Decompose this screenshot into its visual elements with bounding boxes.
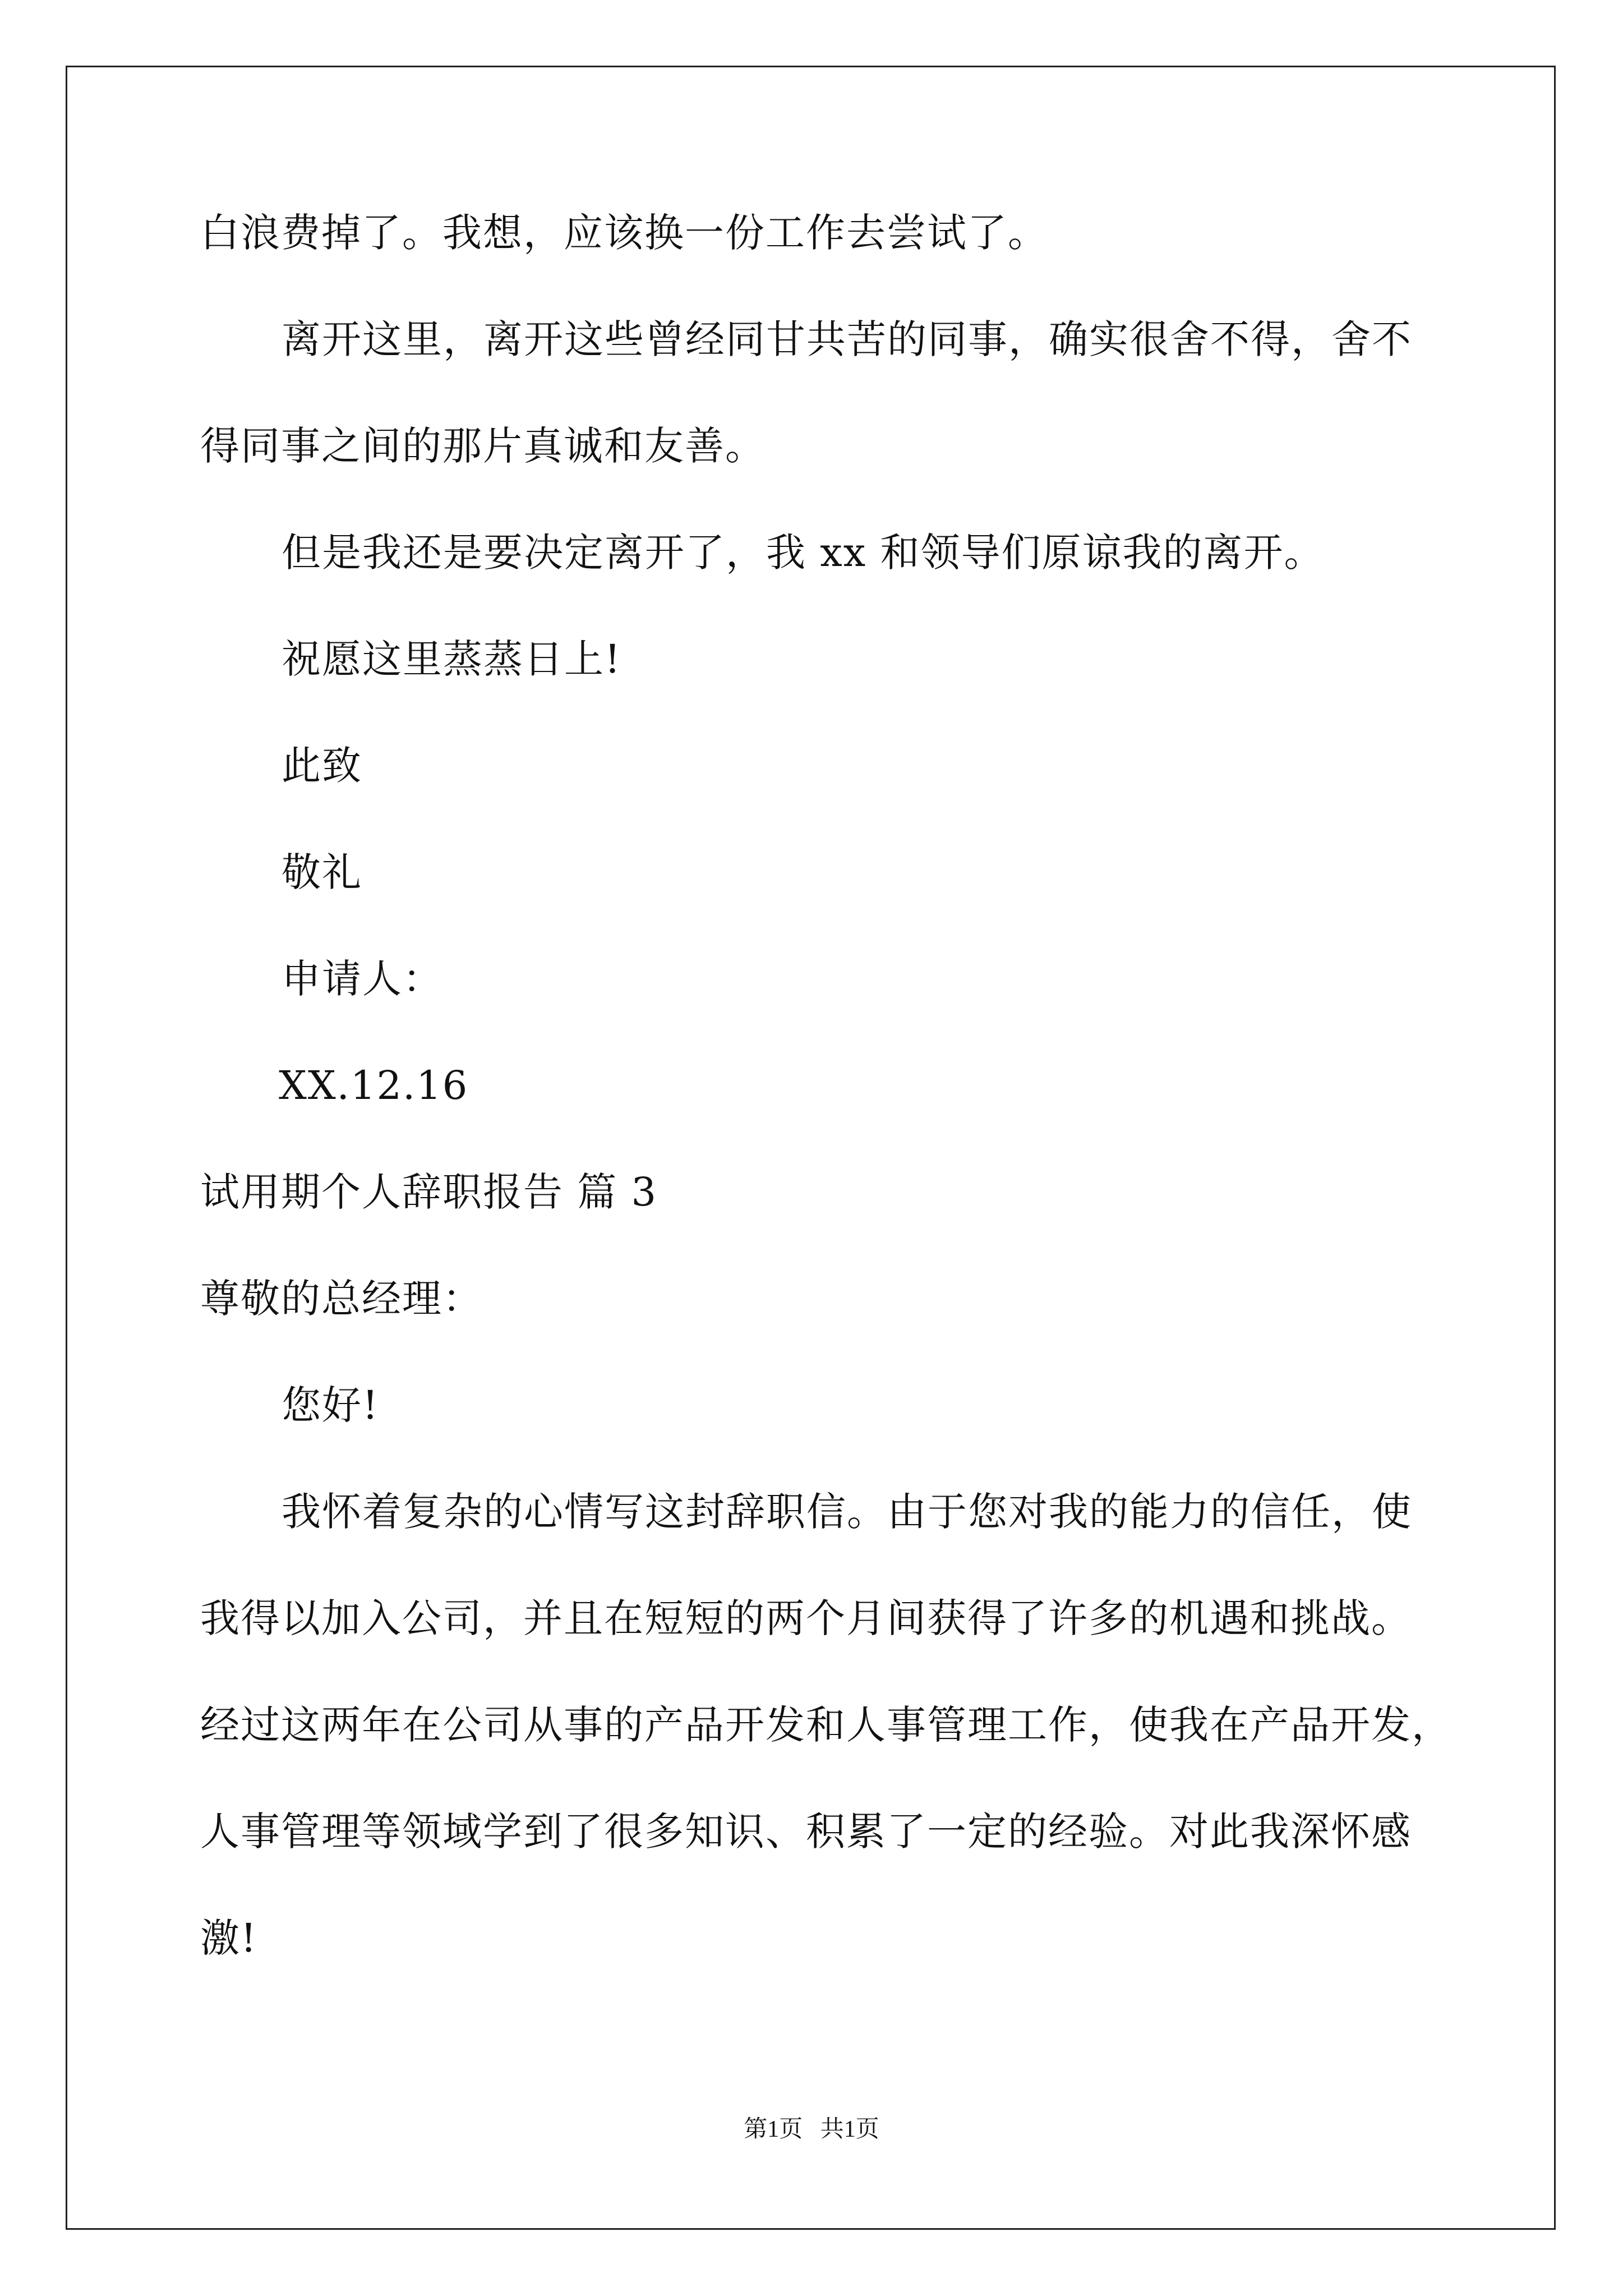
greeting-recipient: 尊敬的总经理： [200, 1276, 483, 1322]
body-line: 得同事之间的那片真诚和友善。 [200, 423, 766, 469]
greeting: 您好! [282, 1382, 380, 1428]
body-line: 白浪费掉了。我想，应该换一份工作去尝试了。 [200, 210, 1048, 256]
salutation-regards: 敬礼 [282, 849, 362, 895]
body-line: 离开这里，离开这些曾经同甘共苦的同事，确实很舍不得，舍不 [282, 316, 1412, 362]
body-line: 激! [200, 1915, 258, 1961]
body-line: 人事管理等领域学到了很多知识、积累了一定的经验。对此我深怀感 [200, 1809, 1412, 1855]
body-line: 经过这两年在公司从事的产品开发和人事管理工作，使我在产品开发， [200, 1702, 1452, 1748]
salutation-closing: 此致 [282, 743, 362, 789]
date-line: XX.12.16 [279, 1062, 469, 1108]
body-line: 我得以加入公司，并且在短短的两个月间获得了许多的机遇和挑战。 [200, 1595, 1412, 1641]
body-line: 但是我还是要决定离开了，我 xx 和领导们原谅我的离开。 [282, 530, 1325, 576]
page-border [66, 66, 1556, 2230]
applicant-label: 申请人： [282, 956, 443, 1002]
body-line: 祝愿这里蒸蒸日上! [282, 636, 622, 682]
page-number-footer: 第1页 共1页 [744, 2116, 879, 2142]
body-line: 我怀着复杂的心情写这封辞职信。由于您对我的能力的信任，使 [282, 1489, 1412, 1535]
section-heading: 试用期个人辞职报告 篇 3 [200, 1169, 658, 1215]
